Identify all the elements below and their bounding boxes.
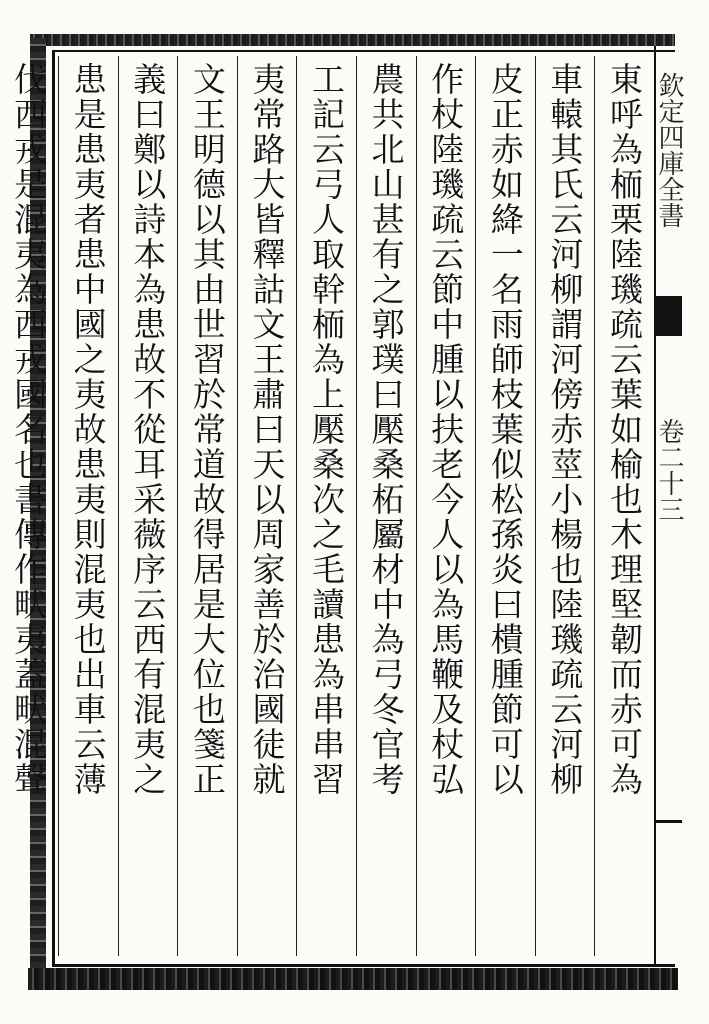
text-column-11: 伐西戎是混夷為西戎國名也書傳作畎夷蓋畎混聲: [0, 56, 58, 956]
text-column-5: 農共北山甚有之郭璞曰檿桑柘屬材中為弓冬官考: [356, 56, 416, 956]
text-column-9: 義曰鄭以詩本為患故不從耳采薇序云西有混夷之: [118, 56, 178, 956]
text-column-2: 車轅其氏云河柳謂河傍赤莖小楊也陸璣疏云河柳: [535, 56, 595, 956]
margin-rule: [654, 820, 682, 823]
page-edge-top: [30, 34, 675, 46]
text-column-10: 患是患夷者患中國之夷故患夷則混夷也出車云薄: [58, 56, 118, 956]
text-column-7: 夷常路大皆釋詁文王肅曰天以周家善於治國徒就: [237, 56, 297, 956]
text-column-6: 工記云弓人取幹栭為上檿桑次之毛讀患為串串習: [296, 56, 356, 956]
text-column-3: 皮正赤如絳一名雨師枝葉似松孫炎曰樻腫節可以: [475, 56, 535, 956]
text-columns: [9, 56, 654, 956]
text-column-8: 文王明德以其由世習於常道故得居是大位也箋正: [177, 56, 237, 956]
fishtail-mark: [654, 296, 682, 336]
margin-volume-number: 卷二十三: [654, 418, 684, 522]
text-column-4: 作杖陸璣疏云節中腫以扶老今人以為馬鞭及杖弘: [416, 56, 476, 956]
margin-book-title: 欽定四庫全書: [654, 72, 684, 228]
page-edge-bottom: [28, 968, 678, 990]
text-column-1: 東呼為栭栗陸璣疏云葉如榆也木理堅韌而赤可為: [594, 56, 654, 956]
